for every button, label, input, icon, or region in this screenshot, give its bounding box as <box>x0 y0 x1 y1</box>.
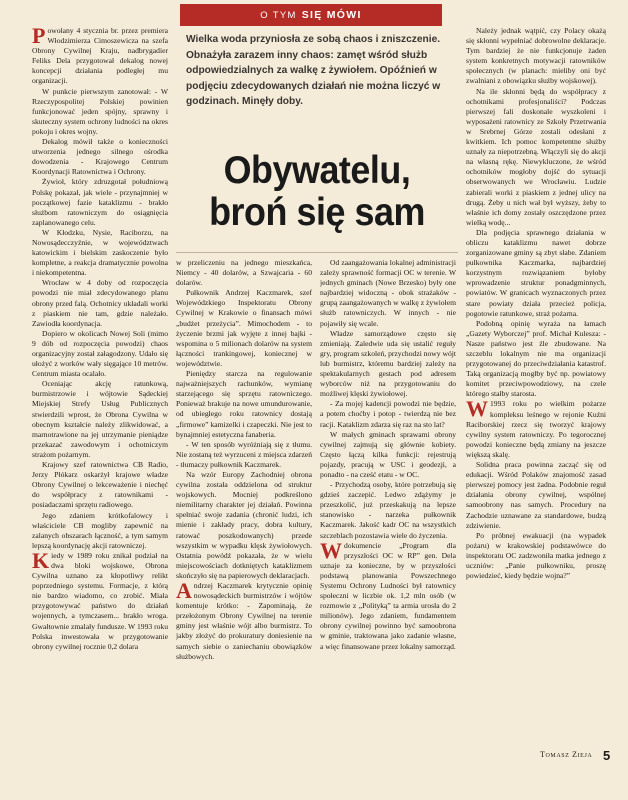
article-column-1 <box>32 26 168 766</box>
paragraph: Władze samorządowe często się zmieniają. Zaledwie uda się ustalić reguły gry, program szkoleń, przychodzi nowy wójt lub burmistrz, któremu bardziej zależy na spektakularnych gestach pod adresem wyborców niż na przygotowaniu do możliwej klęski żywiołowej. <box>320 328 456 399</box>
paragraph: w przeliczeniu na jednego mieszkańca, Niemcy - 40 dolarów, a Szwajcaria - 60 dolarów. <box>176 258 312 288</box>
paragraph: - W ten sposób wyróżniają się z tłumu. Nie zostaną też wyrzuceni z miejsca zdarzeń - tłumaczy pułkownik Kaczmarek. <box>176 439 312 469</box>
paragraph: Podobną opinię wyraża na łamach „Gazety Wyborczej” prof. Michał Kulesza: - Nasze państwo jest źle zbudowane. Na szczeblu lokalnym nie ma organizacji przygotowanej do przeciwdziałania katastrof. Taką organizacją mogłby być np. powiatowy komitet przeciwpowodziowy, na czele którego stałby starosta. <box>466 318 606 399</box>
paragraph: Dopiero w okolicach Nowej Soli (mimo 9 dób od rozpoczęcia powodzi) chaos organizacyjny został załagodzony. Udało się ułożyć z worków wały sięgające 10 metrów. Centrum miasta ocalało. <box>32 328 168 379</box>
paragraph: Na wzór Europy Zachodniej obrona cywilna została oddzielona od struktur wojskowych. Mocniej podkreślono niemilitarny charakter jej działań. Powinna spełniać swoje zadania (chronić ludzi, ich mienie i zakłady pracy, dobra kultury, ratować poszkodowanych) przede wszystkim w wypadku klęsk żywiołowych. Ostatnia powódź pokazała, że w wielu miejscowościach dotkniętych kataklizmem skończyło się na papierowych deklaracjach. <box>176 469 312 580</box>
paragraph: Krajowy szef ratownictwa CB Radio, Jerzy Płókarz oskarżył krajowe władze Obrony Cywilnej o lekceważenie i niechęć do współpracy z ratownikami - posiadaczami sprzętu radiowego. <box>32 460 168 510</box>
paragraph: Oceniając akcję ratunkową, burmistrzowie i wójtowie Sądeckiej Miejskiej Strefy Usług Publicznych stwierdzili wprost, że Obrona Cywilna w obecnym kształcie należy zlikwidować, a marnotrawione na jej utrzymanie pieniądze przekazać zawodowym i ochotniczym strażom pożarnym. <box>32 379 168 459</box>
section-prefix: O TYM <box>260 9 297 21</box>
paragraph: W małych gminach sprawami obrony cywilnej zajmują się głównie kobiety. Często łączą kilka funkcji: rejestrują pojazdy, pracują w USC i geodezji, a ponadto - na cześć etatu - w OC. <box>320 429 456 479</box>
drop-cap: A <box>176 578 192 603</box>
article-column-4 <box>466 26 606 766</box>
section-title: SIĘ MÓWI <box>301 9 362 21</box>
paragraph: Andrzej Kaczmarek krytycznie opinię nowosądeckich burmistrzów i wójtów komentuje krótko: - Zapominają, że przełożonym Obrony Cywilnej na terenie gminy jest właśnie wójt albo burmistrz. To jakby złożyć do prokuratury doniesienie na samych siebie o zaniechaniu obowiązków służbowych. <box>176 578 312 661</box>
paragraph: W Kłodzku, Nysie, Raciborzu, na Nowosądecczyźnie, w województwach katowickim i bielskim zaskoczenie było kompletne, a reakcja dramatycznie powolna i niekompetentna. <box>32 227 168 278</box>
paragraph: W dokumencie „Program dla przyszłości OC w RP” gen. Dela uznaje za konieczne, by w przyszłości podstawą planowania Powszechnego Systemu Ochrony Ludności był ratownicy społeczni w liczbie ok. 1,2 mln osób (w rozmowie z „Polityką” ta armia urosła do 2 milionów). Jego zdaniem, fundamentem obrony cywilnej powinno być samoobrona w gminie, traktowana jako zadanie własne, a więc finansowane przez lokalny samorząd. <box>320 537 456 651</box>
article-lead: Wielka woda przyniosła ze sobą chaos i zniszczenie. Obnażyła zarazem inny chaos: zamęt wśród służb odpowiedzialnych za walkę z żywiołem. Opóźnień w podjęciu zdecydowanych działań nie można liczyć w godzinach. Minęły doby. <box>186 34 441 108</box>
paragraph: Dekalog mówił także o konieczności utworzenia jednego silnego ośrodka dowodzenia - Krajowego Centrum Koordynacji Ratownictwa i Ochrony. <box>32 137 168 177</box>
paragraph: Dla podjęcia sprawnego działania w obliczu kataklizmu nawet dobrze zorganizowane gminy są zbyt słabe. Zdaniem pułkownika Kaczmarka, najbardziej korzystnym rozwiązaniem byłoby wprowadzenie struktur ponadgminnych, powiatów. W granicach wyznaczonych przez stare powiaty działa przecież policja, pogotowie ratunkowe, straż pożarna. <box>466 227 606 318</box>
headline-line-1: Obywatelu, <box>223 149 411 192</box>
paragraph: Wrocław w 4 doby od rozpoczęcia powodzi nie miał zdecydowanego planu obrony przed falą. Ochotnicy układali worki z piaskiem nie tam, gdzie należało. Zawiodła koordynacja. <box>32 278 168 328</box>
paragraph: W punkcie pierwszym zanotował: - W Rzeczypospolitej Polskiej powinien funkcjonować jeden spójny, sprawny i skuteczny system ochrony ludności na okres pokoju i okres wojny. <box>32 86 168 136</box>
drop-cap: P <box>32 26 46 48</box>
paragraph: Od zaangażowania lokalnej administracji zależy sprawność formacji OC w terenie. W jednych gminach (Nowe Brzesko) były one najbardziej widoczną - obok strażaków - grupą zaangażowanych w walkę z żywiołem służb ratowniczych. W innych - nie pojawiły się wcale. <box>320 258 456 328</box>
article-column-2 <box>176 258 312 778</box>
headline-line-2: broń się sam <box>209 191 425 234</box>
paragraph: Należy jednak wątpić, czy Polacy okażą się skłonni wypełniać dobrowolne deklaracje. Tym bardziej że nie funkcjonuje żaden system konkretnych motywacji ratowników społecznych (w planach: mieliby oni być zwalniani z obowiązku służby wojskowej). <box>466 26 606 86</box>
article-headline <box>187 150 446 234</box>
paragraph: - Przychodzą osoby, które potrzebują się gdzieś zaczepić. Ledwo zdążymy je przeszkolić, już przeskakują na lepsze stanowisko - narzeka pułkownik Kaczmarek. Jakość kadr OC na wszystkich szczeblach pozostawia wiele do życzenia. <box>320 480 456 540</box>
page-number: 5 <box>603 748 611 763</box>
drop-cap: W <box>320 537 342 563</box>
paragraph: Solidna praca powinna zacząć się od edukacji. Wśród Polaków znajomość zasad pierwszej pomocy jest żadna. Podobnie reguł działania obrony cywilnej, wspólnej samoobrony nas samych. Procedury na Zachodzie uznawane za standardowe, budzą zdziwienie. <box>466 460 606 530</box>
author-signature: Tomasz Zieja <box>540 750 593 759</box>
article-column-3 <box>320 258 456 778</box>
paragraph: W 1993 roku po wielkim pożarze kompleksu leśnego w rejonie Kuźni Raciborskiej rzecz się tworzyć krajowy cywilny system ratowniczy. Po tegorocznej powodzi konieczne będą zmiany na jeszcze większą skalę. <box>466 396 606 459</box>
headline-divider <box>176 252 458 253</box>
paragraph: - Za mojej kadencji powodzi nie będzie, a potem choćby i potop - twierdzą nie bez racji. Kataklizm zdarza się raz na sto lat? <box>320 399 456 429</box>
paragraph: Kiedy w 1989 roku znikał podział na dwa bloki wojskowe, Obrona Cywilna uznano za kłopotliwy relikt poprzedniego systemu. Formacje, z którą nie bardzo wiadomo, co zrobić. Miała przygotowywać państwo do działań wojennych, a tymczasem... brakło wroga. Gwałtownie zmalały fundusze. W 1993 roku Polska inwestowała w przygotowanie obrony cywilnej rocznie 0,2 dolara <box>32 547 168 651</box>
paragraph: Pułkownik Andrzej Kaczmarek, szef Wojewódzkiego Inspektoratu Obrony Cywilnej w Krakowie o finansach mówi „budżet przeżycia”. Mimochodem - to życzenie brzmi jak wyjęte z innej bajki - wspomina o 5 milionach dolarów na system łączności trankingowej, koniecznej w województwie. <box>176 288 312 368</box>
drop-cap: K <box>32 547 50 573</box>
paragraph: Pieniędzy starcza na regulowanie najważniejszych rachunków, wymianę starzejącego się sprzętu ratowniczego. Ponieważ brakuje na nowe umundurowanie, od ubiegłego roku ratownicy dostają „firmowe” kamizelki i czapeczki. Nie jest to bynajmniej estetyczna fanaberia. <box>176 369 312 439</box>
paragraph: Na ile skłonni będą do współpracy z ochotnikami profesjonaliści? Podczas pierwszej fali doskonale wyszkoleni i wyposażeni ratownicy ze Szkoły Przetrwania w Srebrnej Górze zostali odesłani z kwitkiem. Ich pomoc kompetentne służby uznały za niepotrzebną. Włączyli się do akcji na własną rękę. Niewykluczone, że wśród ochotników mogłoby dojść do sytuacji obserwowanych we Wrocławiu. Ludzie zabierali worki z piaskiem z jednej ulicy na drugą. Żeby u nich wał był wyższy, żeby to właśnie ich domy zostały oszczędzone przez wielką wodę... <box>466 86 606 227</box>
paragraph: Powołany 4 stycznia br. przez premiera Włodzimierza Cimoszewicza na szefa Obrony Cywilnej Kraju, nadbrygadier Feliks Dela przygotował dekalog nowej koncepcji działania podległej mu organizacji. <box>32 26 168 86</box>
paragraph: Żywioł, który zdruzgotał południową Polskę pokazał, jak wiele - przynajmniej w początkowej fazie kataklizmu - brakło służbom ratowniczym do osiągnięcia zaplanowanego celu. <box>32 177 168 227</box>
drop-cap: W <box>466 396 488 422</box>
paragraph: Po próbnej ewakuacji (na wypadek pożaru) w krakowskiej podstawówce do inspektoratu OC zadzwoniła matka jednego z uczniów: „Panie pułkowniku, proszę powiedzieć, kiedy będzie wojna?” <box>466 530 606 581</box>
paragraph: Jego zdaniem krótkofalowcy i właściciele CB mogliby zapewnić na zalanych obszarach łączność, a tym samym lepszą koordynację akcji ratowniczej. <box>32 510 168 550</box>
section-header <box>180 4 442 26</box>
